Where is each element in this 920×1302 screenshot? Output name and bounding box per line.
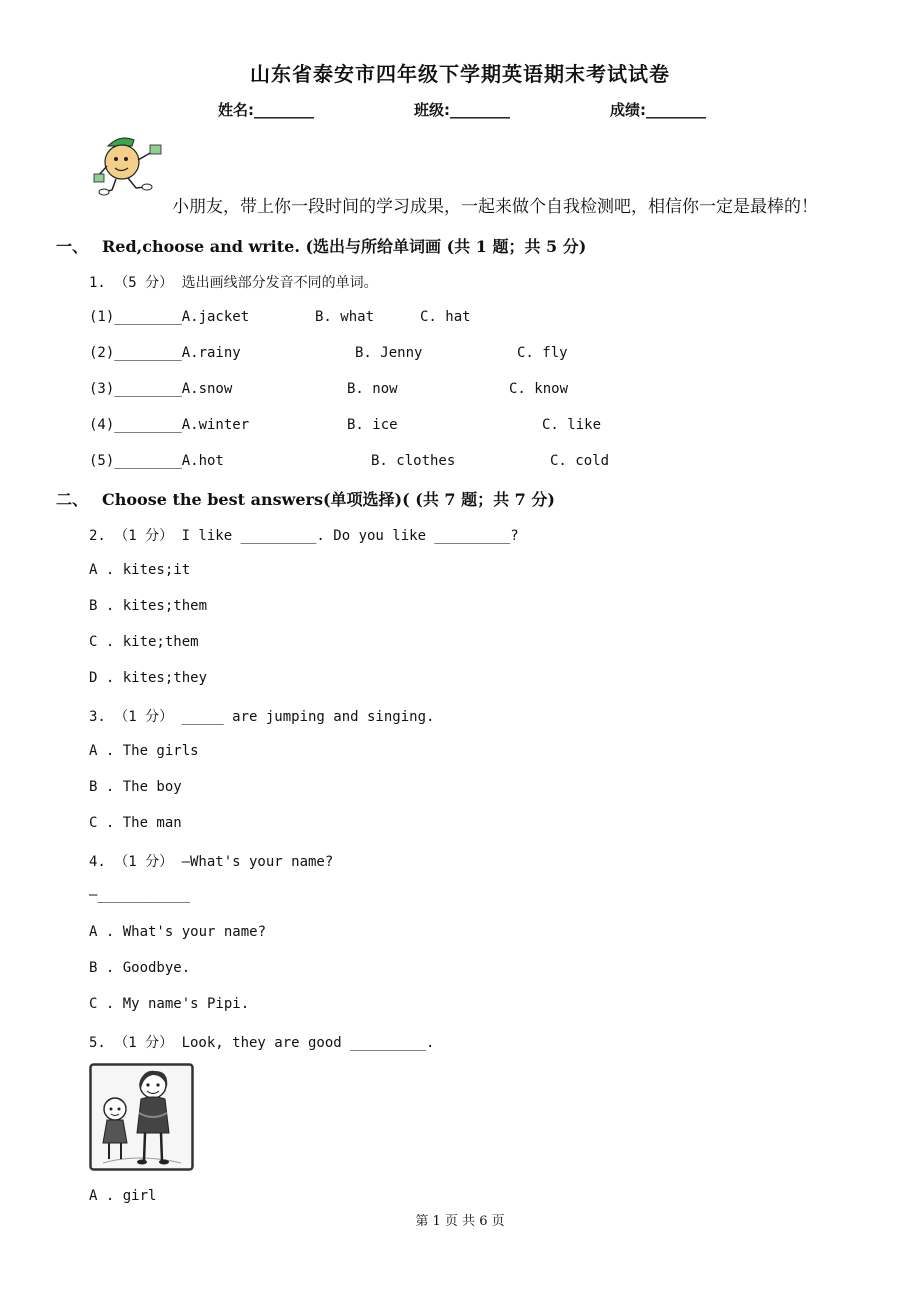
- q1-item-1-option-c: C. hat: [420, 309, 471, 325]
- question-3-stem: 3. （1 分） _____ are jumping and singing.: [89, 709, 435, 725]
- encouragement-text: 小朋友，带上你一段时间的学习成果，一起来做个自我检测吧，相信你一定是最棒的！: [172, 197, 818, 217]
- page-number-footer: 第 1 页 共 6 页: [415, 1214, 505, 1229]
- q3-option-c: C . The man: [89, 815, 182, 831]
- section-2-number: 二、: [56, 490, 89, 509]
- q1-item-3-option-c: C. know: [509, 381, 569, 397]
- q1-item-1-label: (1)________A.jacket: [89, 309, 250, 325]
- question-5-stem: 5. （1 分） Look, they are good _________.: [89, 1035, 435, 1051]
- section-2-heading: [56, 487, 555, 510]
- section-1-number: 一、: [56, 237, 89, 256]
- q1-item-4-label: (4)________A.winter: [89, 417, 250, 433]
- section-1-title: Red,choose and write. (选出与所给单词画 (共 1 题；共 5 分): [102, 237, 587, 256]
- q2-option-a: A . kites;it: [89, 562, 191, 578]
- q1-item-4-option-c: C. like: [542, 417, 602, 433]
- question-2-stem: 2. （1 分） I like _________. Do you like _________?: [89, 528, 519, 544]
- q2-option-c: C . kite;them: [89, 634, 199, 650]
- cartoon-mascot-image: [92, 132, 168, 198]
- q1-item-2-option-b: B. Jenny: [355, 345, 423, 361]
- q4-option-c: C . My name's Pipi.: [89, 996, 250, 1012]
- section-1-heading: [56, 234, 586, 257]
- q1-item-4-option-b: B. ice: [347, 417, 398, 433]
- question-4-stem: 4. （1 分） —What's your name?: [89, 854, 334, 870]
- q2-option-d: D . kites;they: [89, 670, 208, 686]
- q1-item-5-option-b: B. clothes: [371, 453, 456, 469]
- q1-item-2-label: (2)________A.rainy: [89, 345, 241, 361]
- q4-answer-line: —___________: [89, 887, 191, 903]
- q1-item-3-label: (3)________A.snow: [89, 381, 233, 397]
- q1-item-3-option-b: B. now: [347, 381, 398, 397]
- class-field-label: 班级:________: [414, 101, 510, 119]
- q4-option-a: A . What's your name?: [89, 924, 267, 940]
- two-girls-illustration: [89, 1063, 194, 1171]
- name-field-label: 姓名:________: [218, 101, 314, 119]
- q2-option-b: B . kites;them: [89, 598, 208, 614]
- q1-item-5-option-c: C. cold: [550, 453, 610, 469]
- q5-option-a: A . girl: [89, 1188, 157, 1204]
- q1-item-2-option-c: C. fly: [517, 345, 568, 361]
- section-2-title: Choose the best answers(单项选择)( (共 7 题；共 7 分): [102, 490, 555, 509]
- q1-item-5-label: (5)________A.hot: [89, 453, 224, 469]
- page-title: 山东省泰安市四年级下学期英语期末考试试卷: [250, 62, 670, 86]
- question-1-stem: 1. （5 分） 选出画线部分发音不同的单词。: [89, 275, 378, 291]
- score-field-label: 成绩:________: [610, 101, 706, 119]
- q4-option-b: B . Goodbye.: [89, 960, 191, 976]
- q1-item-1-option-b: B. what: [315, 309, 375, 325]
- q3-option-a: A . The girls: [89, 743, 199, 759]
- q3-option-b: B . The boy: [89, 779, 182, 795]
